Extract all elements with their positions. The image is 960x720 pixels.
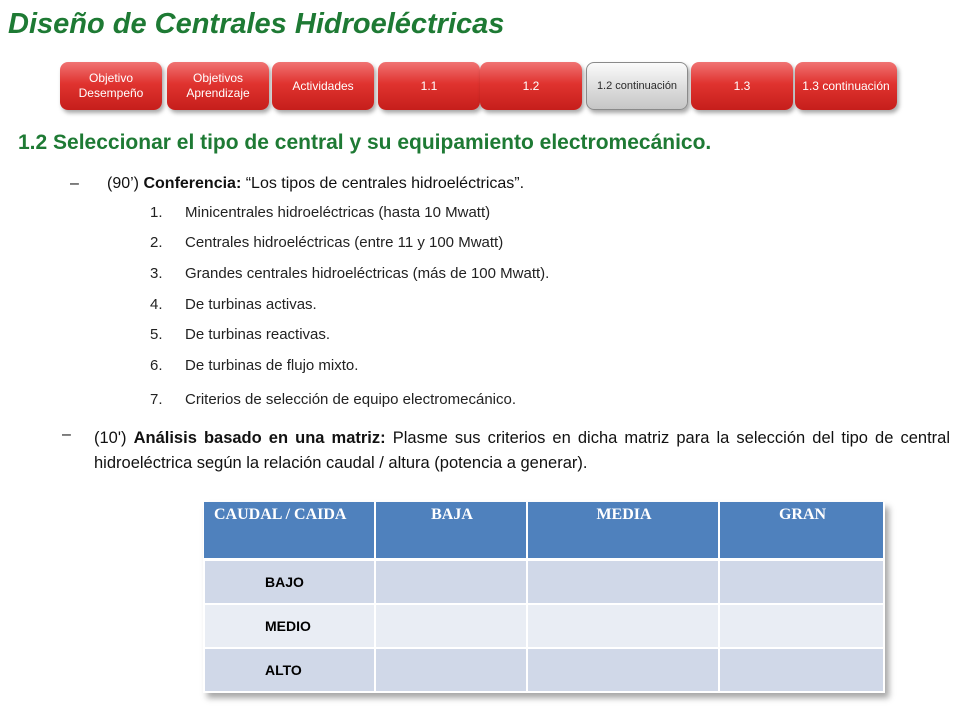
matrix-header-gran: GRAN — [719, 502, 884, 560]
list-item: 2. Centrales hidroeléctricas (entre 11 y 100 Mwatt) — [150, 234, 504, 251]
nav-1-1-button[interactable]: 1.1 — [378, 62, 480, 110]
table-row — [204, 604, 884, 648]
matrix-header-row — [204, 502, 884, 560]
matrix-cell[interactable] — [375, 648, 527, 692]
matrix-cell[interactable] — [527, 560, 719, 605]
nav-1-3-button[interactable]: 1.3 — [691, 62, 793, 110]
nav-1-3-continuacion-button[interactable]: 1.3 continuación — [795, 62, 897, 110]
list-item: 4. De turbinas activas. — [150, 296, 317, 313]
matrix-cell[interactable] — [719, 560, 884, 605]
bullet-dash: – — [70, 175, 79, 192]
conference-time: (90’) — [107, 175, 140, 192]
section-heading: 1.2 Seleccionar el tipo de central y su equipamiento electromecánico. — [18, 131, 712, 154]
row-label-bajo: BAJO — [204, 560, 375, 605]
page-title: Diseño de Centrales Hidroeléctricas — [8, 8, 505, 40]
nav-objetivo-desempeno-button[interactable]: Objetivo Desempeño — [60, 62, 162, 110]
selection-matrix — [203, 502, 885, 693]
analysis-label: Análisis basado en una matriz: — [133, 429, 386, 447]
matrix-cell[interactable] — [527, 604, 719, 648]
matrix-cell[interactable] — [375, 604, 527, 648]
conference-line — [107, 175, 524, 193]
matrix-header-media: MEDIA — [527, 502, 719, 560]
nav-1-2-button[interactable]: 1.2 — [480, 62, 582, 110]
matrix-header-caudal-caida: CAUDAL / CAIDA — [204, 502, 375, 560]
analysis-time: (10') — [94, 429, 127, 447]
nav-actividades-button[interactable]: Actividades — [272, 62, 374, 110]
bullet-dash: – — [62, 426, 71, 443]
analysis-paragraph — [94, 426, 950, 476]
nav-1-2-continuacion-button[interactable]: 1.2 continuación — [586, 62, 688, 110]
analysis-text: Plasme sus criterios en dicha matriz para la selección del tipo de central hidroeléctrica según la relación caudal / altura (potencia a generar). — [94, 429, 951, 472]
table-row — [204, 560, 884, 605]
conference-label: Conferencia: — [143, 175, 242, 192]
navigation-bar — [0, 0, 960, 130]
list-item: 7. Criterios de selección de equipo electromecánico. — [150, 391, 517, 408]
list-item: 6. De turbinas de flujo mixto. — [150, 357, 359, 374]
list-item: 3. Grandes centrales hidroeléctricas (más de 100 Mwatt). — [150, 265, 550, 282]
matrix-header-baja: BAJA — [375, 502, 527, 560]
list-item: 1. Minicentrales hidroeléctricas (hasta 10 Mwatt) — [150, 204, 491, 221]
nav-objetivos-aprendizaje-button[interactable]: Objetivos Aprendizaje — [167, 62, 269, 110]
row-label-alto: ALTO — [204, 648, 375, 692]
matrix-cell[interactable] — [527, 648, 719, 692]
table-row — [204, 648, 884, 692]
row-label-medio: MEDIO — [204, 604, 375, 648]
matrix-cell[interactable] — [375, 560, 527, 605]
conference-text: “Los tipos de centrales hidroeléctricas”. — [245, 175, 525, 192]
matrix-cell[interactable] — [719, 648, 884, 692]
list-item: 5. De turbinas reactivas. — [150, 326, 331, 343]
matrix-cell[interactable] — [719, 604, 884, 648]
